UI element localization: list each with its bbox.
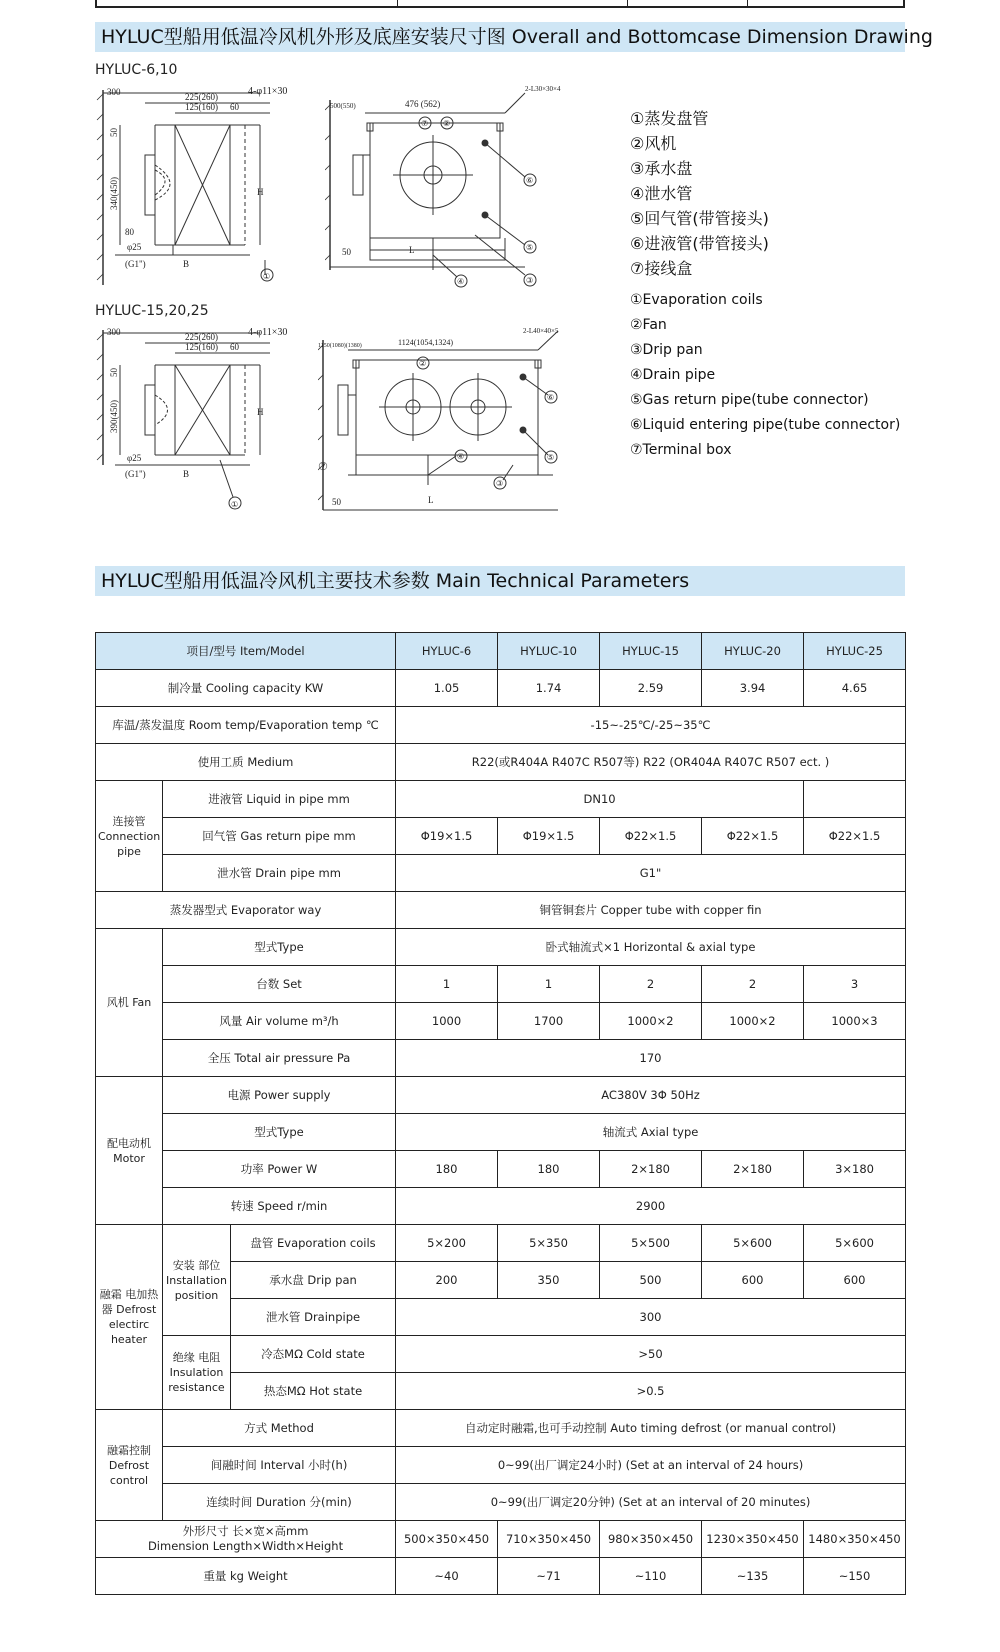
- row-label: 使用工质 Medium: [96, 744, 396, 781]
- cell: 1000×2: [600, 1003, 702, 1040]
- dim-a-b: B: [183, 259, 190, 269]
- cell: 200: [396, 1262, 498, 1299]
- header-model: HYLUC-20: [702, 633, 804, 670]
- cell: 2×180: [600, 1151, 702, 1188]
- row-label: 制冷量 Cooling capacity KW: [96, 670, 396, 707]
- dim-b-125: 125(160): [185, 342, 218, 352]
- callout-a-2: ②: [443, 119, 451, 128]
- cell: AC380V 3Φ 50Hz: [396, 1077, 906, 1114]
- cell: ~40: [396, 1558, 498, 1595]
- cell: -15~-25℃/-25~35℃: [396, 707, 906, 744]
- legend-cn-item: ⑦接线盒: [630, 259, 693, 278]
- callout-b-1: ①: [231, 500, 239, 509]
- cell: G1": [396, 855, 906, 892]
- header-model: HYLUC-25: [804, 633, 906, 670]
- cell: ~135: [702, 1558, 804, 1595]
- cell: 铜管铜套片 Copper tube with copper fin: [396, 892, 906, 929]
- cell: 180: [396, 1151, 498, 1188]
- cell: 轴流式 Axial type: [396, 1114, 906, 1151]
- dim-b-g: (G1"): [125, 469, 146, 479]
- cell: 2: [600, 966, 702, 1003]
- row-label: 型式Type: [163, 1114, 396, 1151]
- dim-a-500: 500(550): [330, 102, 356, 110]
- cell: Φ22×1.5: [702, 818, 804, 855]
- cell: 4.65: [804, 670, 906, 707]
- dim-a-125: 125(160): [185, 102, 218, 112]
- group-heater: 融霜 电加热器 Defrost electirc heater: [96, 1225, 163, 1410]
- cell: 0~99(出厂调定20分钟) (Set at an interval of 20 minutes): [396, 1484, 906, 1521]
- cell: 5×200: [396, 1225, 498, 1262]
- cell: 500×350×450: [396, 1521, 498, 1558]
- table-row: [96, 1188, 906, 1225]
- cell: 1480×350×450: [804, 1521, 906, 1558]
- drawing-a-side-view: [95, 85, 295, 297]
- dim-a-l: L: [409, 245, 415, 255]
- callout-a-4: ④: [457, 277, 465, 286]
- row-label: 型式Type: [163, 929, 396, 966]
- dimension-label-cn: 外形尺寸 长×宽×高mm: [182, 1524, 309, 1538]
- header-model: HYLUC-10: [498, 633, 600, 670]
- cell: 980×350×450: [600, 1521, 702, 1558]
- dim-a-50: 50: [109, 128, 119, 137]
- cell-empty: [804, 781, 906, 818]
- cell: 5×600: [702, 1225, 804, 1262]
- group-fan: 风机 Fan: [96, 929, 163, 1077]
- dim-b-angle: 2-L40×40×5: [523, 327, 559, 335]
- table-row: [96, 818, 906, 855]
- cell: DN10: [396, 781, 804, 818]
- table-row: [96, 929, 906, 966]
- callout-a-1: ①: [263, 272, 271, 281]
- cell: ~71: [498, 1558, 600, 1595]
- callout-b-3: ③: [496, 479, 504, 488]
- cell: 600: [804, 1262, 906, 1299]
- cell: 1: [396, 966, 498, 1003]
- cell: 3×180: [804, 1151, 906, 1188]
- cell: 2.59: [600, 670, 702, 707]
- callout-a-3: ③: [526, 276, 534, 285]
- model-label-b: HYLUC-15,20,25: [95, 303, 209, 319]
- legend-cn-item: ⑥进液管(带管接头): [630, 234, 769, 253]
- dimension-label-en: Dimension Length×Width×Height: [147, 1539, 344, 1553]
- cell: 5×350: [498, 1225, 600, 1262]
- row-label: 承水盘 Drip pan: [231, 1262, 396, 1299]
- group-insulation: 绝缘 电阻 Insulation resistance: [163, 1336, 231, 1410]
- cell: ~150: [804, 1558, 906, 1595]
- row-label: 蒸发器型式 Evaporator way: [96, 892, 396, 929]
- cell: Φ19×1.5: [396, 818, 498, 855]
- cell: 2×180: [702, 1151, 804, 1188]
- row-label-dimension: [96, 1521, 396, 1558]
- legend-chinese: [630, 106, 769, 281]
- dim-b-1150: 1150(1080)(1380): [318, 343, 362, 349]
- table-row: [96, 1225, 906, 1262]
- cell: 300: [396, 1299, 906, 1336]
- legend-english: [630, 288, 900, 463]
- cell: 710×350×450: [498, 1521, 600, 1558]
- cell: 500: [600, 1262, 702, 1299]
- cell: 2900: [396, 1188, 906, 1225]
- table-row: [96, 966, 906, 1003]
- callout-a-7: ⑦: [421, 119, 429, 128]
- dim-b-300: 300: [107, 327, 121, 337]
- dim-a-g: (G1"): [125, 259, 146, 269]
- callout-b-5: ⑤: [547, 453, 555, 462]
- dim-a-phi: φ25: [127, 242, 142, 252]
- callout-b-6: ⑥: [547, 393, 555, 402]
- cell: 卧式轴流式×1 Horizontal & axial type: [396, 929, 906, 966]
- group-defrost-control: 融霜控制 Defrost control: [96, 1410, 163, 1521]
- legend-en-item: ⑤Gas return pipe(tube connector): [630, 392, 869, 408]
- row-label: 风量 Air volume m³/h: [163, 1003, 396, 1040]
- group-install: 安装 部位 Installation position: [163, 1225, 231, 1336]
- dim-a-h: H: [257, 187, 264, 197]
- table-row: [96, 1077, 906, 1114]
- cell: 5×600: [804, 1225, 906, 1262]
- cell: 1700: [498, 1003, 600, 1040]
- table-row: [96, 744, 906, 781]
- dim-a-angle: 2-L30×30×4: [525, 85, 561, 93]
- cell: >0.5: [396, 1373, 906, 1410]
- callout-b-2: ②: [419, 359, 427, 368]
- header-item: 项目/型号 Item/Model: [96, 633, 396, 670]
- table-row: [96, 1003, 906, 1040]
- drawing-section-title: HYLUC型船用低温冷风机外形及底座安装尺寸图 Overall and Bottomcase Dimension Drawing: [95, 22, 905, 52]
- row-label: 功率 Power W: [163, 1151, 396, 1188]
- dim-a-60: 60: [230, 102, 239, 112]
- dim-a-300: 300: [107, 87, 121, 97]
- legend-cn-item: ①蒸发盘管: [630, 109, 709, 128]
- header-model: HYLUC-6: [396, 633, 498, 670]
- drawing-a-front-view: [325, 85, 610, 297]
- cell: 350: [498, 1262, 600, 1299]
- table-row: [96, 781, 906, 818]
- cell: Φ22×1.5: [804, 818, 906, 855]
- table-row: [96, 1447, 906, 1484]
- legend-en-item: ⑦Terminal box: [630, 442, 732, 458]
- dim-b-b: B: [183, 469, 190, 479]
- table-row: [96, 1521, 906, 1558]
- dim-a-225: 225(260): [185, 92, 218, 102]
- cell: 5×500: [600, 1225, 702, 1262]
- legend-en-item: ①Evaporation coils: [630, 292, 763, 308]
- table-header-row: [96, 633, 906, 670]
- cell: Φ19×1.5: [498, 818, 600, 855]
- group-motor: 配电动机 Motor: [96, 1077, 163, 1225]
- table-row: [96, 670, 906, 707]
- row-label: 台数 Set: [163, 966, 396, 1003]
- cell: >50: [396, 1336, 906, 1373]
- dim-b-50b: 50: [332, 497, 341, 507]
- table-row: [96, 1114, 906, 1151]
- legend-en-item: ⑥Liquid entering pipe(tube connector): [630, 417, 901, 433]
- legend-cn-item: ⑤回气管(带管接头): [630, 209, 769, 228]
- dim-a-bolt: 4-φ11×30: [248, 86, 288, 97]
- dim-a-50b: 50: [342, 247, 351, 257]
- legend-cn-item: ④泄水管: [630, 184, 693, 203]
- drawing-b-side-view: [95, 325, 295, 535]
- table-row: [96, 892, 906, 929]
- row-label: 转速 Speed r/min: [163, 1188, 396, 1225]
- row-label: 泄水管 Drain pipe mm: [163, 855, 396, 892]
- dim-a-340: 340(450): [109, 177, 119, 210]
- cell: 1000×3: [804, 1003, 906, 1040]
- row-label: 泄水管 Drainpipe: [231, 1299, 396, 1336]
- table-row: [96, 1484, 906, 1521]
- cell: 600: [702, 1262, 804, 1299]
- drawing-b-front-view: [318, 325, 618, 535]
- cell: 180: [498, 1151, 600, 1188]
- dim-b-50: 50: [109, 368, 119, 377]
- dim-b-bolt: 4-φ11×30: [248, 327, 288, 338]
- cell: 170: [396, 1040, 906, 1077]
- row-label: 热态MΩ Hot state: [231, 1373, 396, 1410]
- table-row: [96, 707, 906, 744]
- dim-b-60: 60: [230, 342, 239, 352]
- cell: ~110: [600, 1558, 702, 1595]
- dim-b-h: H: [257, 407, 264, 417]
- spec-table: [95, 632, 906, 1595]
- table-row: [96, 1410, 906, 1447]
- row-label: 间融时间 Interval 小时(h): [163, 1447, 396, 1484]
- params-section-title: HYLUC型船用低温冷风机主要技术参数 Main Technical Parameters: [95, 566, 905, 596]
- row-label: 方式 Method: [163, 1410, 396, 1447]
- top-table-strip: [95, 0, 905, 8]
- row-label: 进液管 Liquid in pipe mm: [163, 781, 396, 818]
- cell: 3.94: [702, 670, 804, 707]
- dim-a-80: 80: [125, 227, 134, 237]
- cell: 0~99(出厂调定24小时) (Set at an interval of 24 hours): [396, 1447, 906, 1484]
- table-row: [96, 1336, 906, 1373]
- dim-b-225: 225(260): [185, 332, 218, 342]
- dim-b-390: 390(450): [109, 400, 119, 433]
- cell: 3: [804, 966, 906, 1003]
- row-label: 冷态MΩ Cold state: [231, 1336, 396, 1373]
- cell: R22(或R404A R407C R507等) R22 (OR404A R407C R507 ect. ): [396, 744, 906, 781]
- cell: 1.05: [396, 670, 498, 707]
- row-label: 全压 Total air pressure Pa: [163, 1040, 396, 1077]
- row-label: 电源 Power supply: [163, 1077, 396, 1114]
- table-row: [96, 1151, 906, 1188]
- cell: 1000: [396, 1003, 498, 1040]
- callout-b-7: ⑦: [318, 460, 328, 473]
- dim-b-1124: 1124(1054,1324): [398, 338, 454, 347]
- callout-a-6: ⑥: [526, 176, 534, 185]
- table-row: [96, 855, 906, 892]
- cell: Φ22×1.5: [600, 818, 702, 855]
- table-row: [96, 1558, 906, 1595]
- dim-a-476: 476 (562): [405, 99, 441, 109]
- row-label: 盘管 Evaporation coils: [231, 1225, 396, 1262]
- cell: 1: [498, 966, 600, 1003]
- header-model: HYLUC-15: [600, 633, 702, 670]
- row-label: 库温/蒸发温度 Room temp/Evaporation temp ℃: [96, 707, 396, 744]
- legend-en-item: ④Drain pipe: [630, 367, 716, 383]
- model-label-a: HYLUC-6,10: [95, 62, 178, 78]
- row-label: 回气管 Gas return pipe mm: [163, 818, 396, 855]
- row-label: 重量 kg Weight: [96, 1558, 396, 1595]
- callout-b-4: ④: [457, 452, 465, 461]
- table-row: [96, 1040, 906, 1077]
- legend-cn-item: ②风机: [630, 134, 677, 153]
- legend-en-item: ③Drip pan: [630, 342, 703, 358]
- cell: 1.74: [498, 670, 600, 707]
- dim-b-phi: φ25: [127, 453, 142, 463]
- dim-b-l: L: [428, 495, 434, 505]
- cell: 2: [702, 966, 804, 1003]
- group-connection: 连接管 Connection pipe: [96, 781, 163, 892]
- cell: 1000×2: [702, 1003, 804, 1040]
- legend-cn-item: ③承水盘: [630, 159, 693, 178]
- callout-a-5: ⑤: [526, 243, 534, 252]
- row-label: 连续时间 Duration 分(min): [163, 1484, 396, 1521]
- cell: 1230×350×450: [702, 1521, 804, 1558]
- cell: 自动定时融霜,也可手动控制 Auto timing defrost (or manual control): [396, 1410, 906, 1447]
- legend-en-item: ②Fan: [630, 317, 667, 333]
